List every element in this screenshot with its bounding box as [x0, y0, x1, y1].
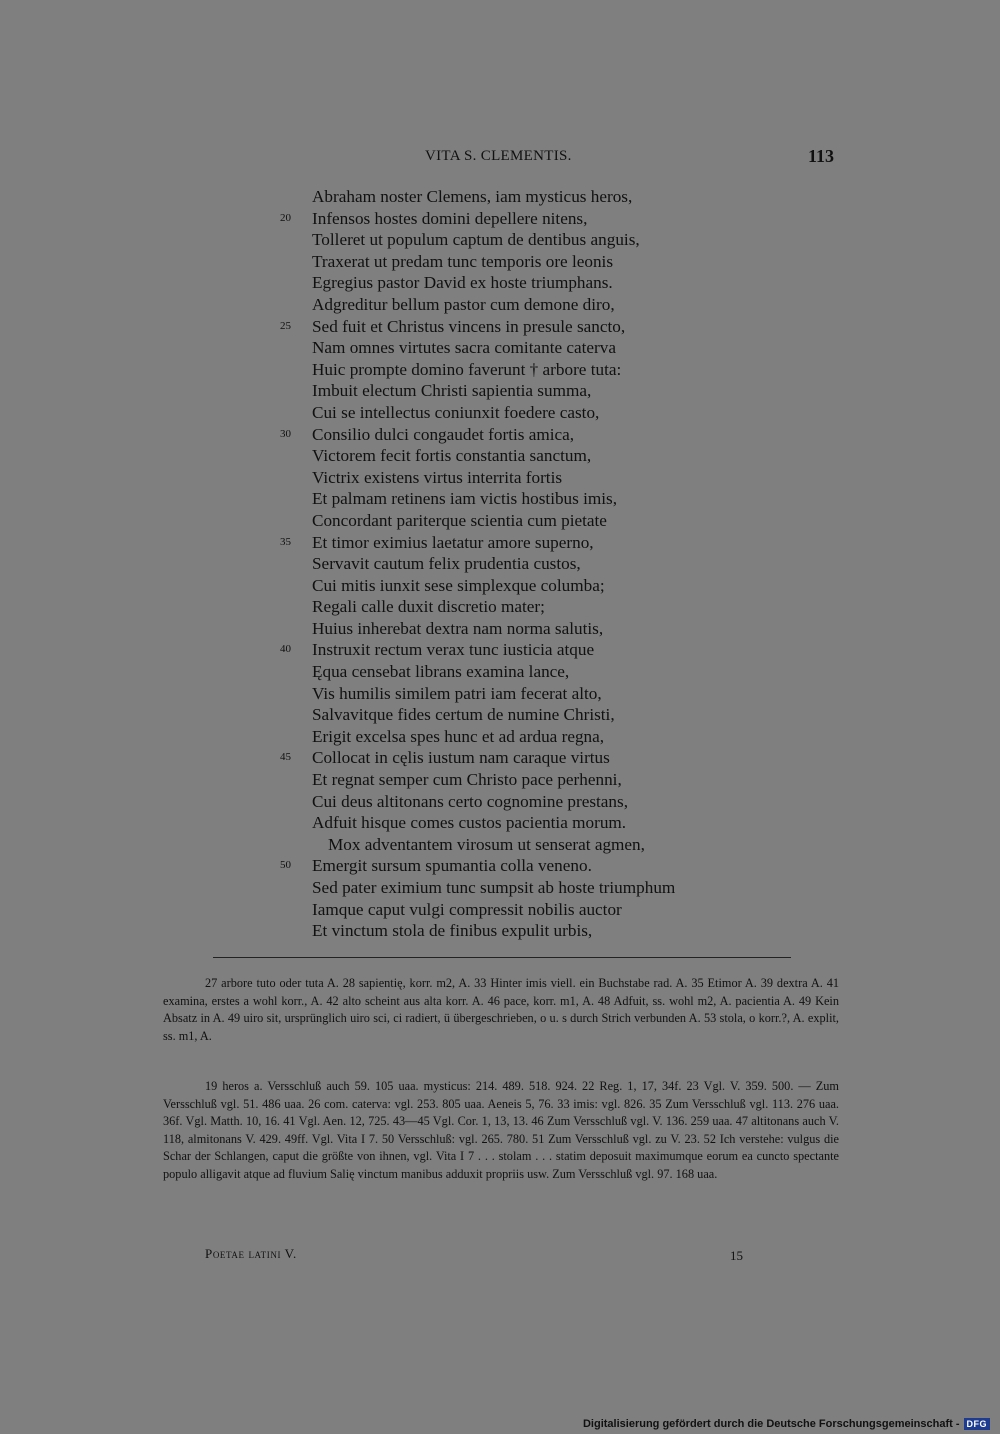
verse-text: Abraham noster Clemens, iam mysticus heros,: [312, 187, 633, 206]
verse-text: Emergit sursum spumantia colla veneno.: [312, 856, 592, 876]
line-number: 30: [280, 427, 291, 440]
verse-text: Concordant pariterque scientia cum pietate: [312, 510, 607, 530]
verse-text: Et timor eximius laetatur amore superno,: [312, 532, 594, 552]
verse-text: Victrix existens virtus interrita fortis: [312, 467, 563, 487]
verse-text: Servavit cautum felix prudentia custos,: [312, 554, 581, 574]
running-head: [0, 148, 1000, 172]
verse-text: Imbuit electum Christi sapientia summa,: [312, 381, 592, 401]
verse-text: Huic prompte domino faverunt † arbore tuta:: [312, 359, 622, 379]
verse-line: [280, 186, 840, 208]
verse-line: [280, 704, 840, 726]
dfg-credit-text: Digitalisierung gefördert durch die Deutsche Forschungsgemeinschaft -: [582, 1418, 960, 1430]
line-number: 25: [280, 319, 291, 332]
verse-line: [280, 747, 840, 769]
line-number: 40: [280, 643, 291, 656]
verse-text: Et palmam retinens iam victis hostibus imis,: [312, 489, 618, 509]
verse-line: [280, 812, 840, 834]
dfg-logo-icon: DFG: [964, 1418, 991, 1430]
verse-text: Consilio dulci congaudet fortis amica,: [312, 424, 575, 444]
verse-line: [280, 596, 840, 618]
verse-line: [280, 639, 840, 661]
verse-line: [280, 510, 840, 532]
verse-text: Adgreditur bellum pastor cum demone diro,: [312, 294, 615, 314]
verse-line: [280, 899, 840, 921]
verse-line: [280, 532, 840, 554]
signature-line: Poetae latini V.: [205, 1246, 297, 1261]
signature-number: 15: [730, 1248, 743, 1263]
verse-text: Iamque caput vulgi compressit nobilis auctor: [312, 899, 622, 919]
verse-text: Traxerat ut predam tunc temporis ore leonis: [312, 251, 614, 271]
verse-block: [280, 186, 840, 942]
verse-line: [280, 661, 840, 683]
verse-text: Et vinctum stola de finibus expulit urbis,: [312, 921, 593, 941]
apparatus-text: 27 arbore tuto oder tuta A. 28 sapientię, korr. m2, A. 33 Hinter imis viell. ein Buchstabe rad. A. 35 Etimor A. 39 dextra A. 41 examina, erstes a wohl korr., A. 42 alto scheint aus alta korr. A. 46 pace, korr. m1, A. 48 Adfuit, ss. wohl m2, A. pacientia A. 49 Kein Absatz in A. 49 uiro sit, ursprünglich uiro sci, ci radiert, ü übergeschrieben, o u. s durch Strich verbunden A. 53 stola, o korr.?, A. explit, ss. m1, A.: [163, 976, 839, 1043]
verse-line: [280, 229, 840, 251]
verse-line: [280, 575, 840, 597]
verse-line: [280, 683, 840, 705]
verse-line: [280, 467, 840, 489]
verse-line: [280, 791, 840, 813]
verse-text: Vis humilis similem patri iam fecerat alto,: [312, 683, 602, 703]
notes-text: 19 heros a. Versschluß auch 59. 105 uaa. mysticus: 214. 489. 518. 924. 22 Reg. 1, 17, 34f. 23 Vgl. V. 359. 500. — Zum Versschluß vgl. 51. 486 uaa. 26 com. caterva: vgl. 253. 805 uaa. Aeneis 5, 76. 33 imis: vgl. 826. 35 Zum Versschluß vgl. 113. 276 uaa. 36f. Vgl. Matth. 10, 16. 41 Vgl. Aen. 12, 725. 43—45 Vgl. Cor. 1, 13, 13. 46 Zum Versschluß vgl. V. 136. 259 uaa. 47 altitonans auch V. 118, almitonans V. 429. 49ff. Vgl. Vita I 7. 50 Versschluß: vgl. 265. 780. 51 Zum Versschluß vgl. zu V. 23. 52 Ich verstehe: vulgus die Schar der Schlangen, caput die größte von ihnen, vgl. Vita I 7 . . . stolam . . . statim deposuit maximumque eorum ea cuncto spectante populo alligavit atque ad fluvium Salię vinctum manibus adduxit propriis usw. Zum Versschluß vgl. 97. 168 uaa.: [163, 1079, 839, 1181]
verse-text: Mox adventantem virosum ut senserat agmen,: [328, 834, 645, 854]
verse-line: [280, 337, 840, 359]
verse-line: [280, 380, 840, 402]
verse-text: Nam omnes virtutes sacra comitante caterva: [312, 338, 616, 358]
critical-apparatus: [163, 975, 839, 1045]
verse-line: [280, 424, 840, 446]
verse-line: [280, 553, 840, 575]
verse-text: Adfuit hisque comes custos pacientia morum.: [312, 813, 627, 833]
line-number: 35: [280, 535, 291, 548]
page-number: 113: [808, 146, 835, 166]
verse-text: Et regnat semper cum Christo pace perhenni,: [312, 770, 622, 790]
verse-text: Huius inherebat dextra nam norma salutis,: [312, 618, 604, 638]
verse-text: Salvavitque fides certum de numine Christi,: [312, 705, 615, 725]
verse-line: [280, 359, 840, 381]
verse-text: Collocat in cęlis iustum nam caraque virtus: [312, 748, 610, 768]
verse-line: [280, 251, 840, 273]
verse-line: [280, 294, 840, 316]
verse-line: [280, 488, 840, 510]
verse-text: Egregius pastor David ex hoste triumphans.: [312, 273, 613, 293]
dfg-credit: [583, 1417, 990, 1431]
verse-line: [280, 618, 840, 640]
verse-text: Victorem fecit fortis constantia sanctum,: [312, 446, 592, 466]
verse-line: [280, 855, 840, 877]
footnote-rule: [213, 957, 791, 958]
verse-text: Infensos hostes domini depellere nitens,: [312, 208, 588, 228]
verse-text: Ęqua censebat librans examina lance,: [312, 662, 570, 682]
line-number: 50: [280, 859, 291, 872]
verse-line: [280, 208, 840, 230]
verse-text: Regali calle duxit discretio mater;: [312, 597, 545, 617]
verse-text: Sed fuit et Christus vincens in presule sancto,: [312, 316, 626, 336]
verse-line: [280, 316, 840, 338]
commentary-notes: [163, 1078, 839, 1184]
page-title: VITA S. CLEMENTIS.: [425, 148, 572, 164]
verse-text: Cui se intellectus coniunxit foedere casto,: [312, 402, 600, 422]
verse-line: [280, 272, 840, 294]
line-number: 45: [280, 751, 291, 764]
verse-text: Instruxit rectum verax tunc iusticia atque: [312, 640, 595, 660]
line-number: 20: [280, 211, 291, 224]
verse-line: [280, 726, 840, 748]
verse-text: Sed pater eximium tunc sumpsit ab hoste triumphum: [312, 878, 676, 897]
verse-line: [280, 445, 840, 467]
verse-text: Tolleret ut populum captum de dentibus anguis,: [312, 230, 640, 250]
verse-text: Erigit excelsa spes hunc et ad ardua regna,: [312, 726, 605, 746]
verse-text: Cui mitis iunxit sese simplexque columba;: [312, 575, 605, 595]
verse-line: [280, 877, 840, 899]
verse-line: [280, 834, 840, 856]
verse-text: Cui deus altitonans certo cognomine prestans,: [312, 791, 628, 811]
verse-line: [280, 402, 840, 424]
verse-line: [280, 920, 840, 942]
verse-line: [280, 769, 840, 791]
